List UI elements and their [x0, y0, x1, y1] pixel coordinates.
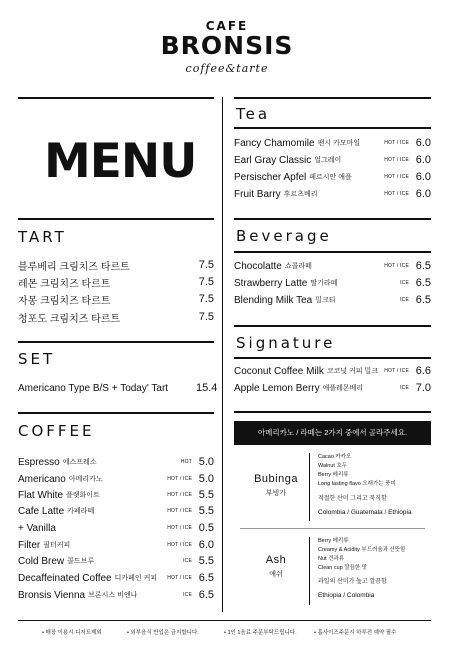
tea-rule — [234, 127, 431, 129]
item-price: 6.5 — [415, 277, 431, 289]
item-price: 6.0 — [415, 154, 431, 166]
item-korean-name: 후르츠베리 — [283, 191, 318, 198]
top-rule-right — [234, 97, 431, 99]
item-name: Fruit Barry — [234, 188, 281, 200]
item-korean-name: 아메리카노 — [68, 476, 103, 483]
item-name: Filter — [18, 539, 41, 551]
item-price: 5.5 — [198, 489, 214, 501]
item-name: 자몽 크림치즈 타르트 — [18, 295, 111, 307]
temperature-tag: HOT / ICE — [384, 157, 409, 163]
list-item — [18, 274, 214, 290]
item-name: Earl Gray Classic — [234, 154, 312, 166]
bean-origin: Colombia / Guatemala / Ethiopia — [318, 509, 412, 516]
item-korean-name: 쇼콜라떼 — [284, 263, 312, 270]
temperature-tag: HOT / ICE — [167, 542, 192, 548]
item-korean-name: 애플레몬베리 — [322, 385, 364, 392]
item-korean-name: 페르시안 애플 — [309, 174, 352, 181]
item-price: 6.0 — [415, 188, 431, 200]
item-price: 15.4 — [196, 382, 218, 394]
column-divider — [222, 97, 223, 612]
set-rule — [18, 341, 214, 343]
item-korean-name: 밀크티 — [315, 297, 336, 304]
signature-section-title: Signature — [236, 334, 336, 352]
item-korean-name: 얼그레이 — [314, 157, 342, 164]
bean-note: Walnut 호두 — [318, 463, 348, 469]
logo-cafe-text: CAFE — [205, 19, 249, 33]
list-item — [234, 258, 431, 274]
bean-bubinga-name: Bubinga — [254, 473, 298, 485]
temperature-tag: HOT — [180, 459, 192, 465]
temperature-tag: HOT / ICE — [167, 525, 192, 531]
item-price: 6.5 — [415, 294, 431, 306]
logo-brand-name: BRONSIS — [160, 31, 294, 60]
bean-bubinga-korean: 부빙가 — [265, 490, 287, 497]
item-price: 5.5 — [198, 555, 214, 567]
signature-rule — [234, 357, 431, 359]
item-name: Coconut Coffee Milk — [234, 365, 324, 377]
item-name: 블루베리 크림치즈 타르트 — [18, 261, 130, 273]
footer-note: • 흡사이즈주문시 하루전 예약 필수 — [314, 630, 397, 636]
temperature-tag: ICE — [400, 297, 409, 303]
bean-ash-name: Ash — [265, 554, 287, 566]
item-korean-name: 플랫화이트 — [66, 492, 100, 499]
item-price: 6.5 — [415, 260, 431, 272]
bean-note: Berry 베리류 — [318, 472, 349, 478]
temperature-tag: ICE — [400, 280, 409, 286]
bottom-rule — [18, 620, 431, 621]
item-price: 6.0 — [415, 137, 431, 149]
item-korean-name: 카페라떼 — [67, 508, 95, 515]
bean-separator — [240, 528, 425, 529]
item-korean-name: 디카페인 커피 — [114, 575, 158, 582]
temperature-tag: HOT / ICE — [384, 140, 409, 146]
item-price: 6.6 — [415, 365, 431, 377]
item-price: 7.5 — [198, 311, 214, 323]
list-item — [18, 587, 214, 603]
list-item — [18, 471, 214, 487]
bean-note: Creamy & Acidity 부드러움과 산뜻함 — [318, 547, 406, 553]
bean-note: Berry 베리류 — [318, 538, 349, 544]
list-item — [234, 135, 431, 151]
item-price: 7.5 — [198, 259, 214, 271]
bean-choice-banner: 아메리카노 / 라떼는 2가지 중에서 골라주세요. — [234, 421, 431, 445]
ash-divider — [309, 537, 310, 605]
item-name: 레몬 크림치즈 타르트 — [18, 278, 111, 290]
list-item — [18, 309, 214, 325]
item-name: 청포도 크림치즈 타르트 — [18, 313, 121, 325]
list-item — [234, 363, 431, 379]
beverage-rule — [234, 251, 431, 253]
item-price: 0.5 — [198, 522, 214, 534]
tart-rule — [18, 218, 214, 220]
temperature-tag: HOT / ICE — [384, 174, 409, 180]
item-price: 5.0 — [198, 473, 214, 485]
item-name: Decaffeinated Coffee — [18, 572, 112, 584]
list-item — [234, 169, 431, 185]
item-name: Blending Milk Tea — [234, 294, 313, 306]
item-price: 6.0 — [415, 171, 431, 183]
bean-note: Clean cup 깔끔한 맛 — [318, 565, 368, 571]
item-name: + Vanilla — [18, 522, 56, 534]
bean-summary: 과일의 산미가 높고 깔끔함 — [318, 579, 387, 585]
temperature-tag: HOT / ICE — [167, 476, 192, 482]
item-name: Espresso — [18, 456, 60, 468]
item-korean-name: 필터커피 — [43, 542, 71, 549]
temperature-tag: ICE — [183, 558, 192, 564]
item-korean-name: 브론시스 비엔나 — [88, 592, 138, 599]
bubinga-divider — [309, 453, 310, 521]
item-name: Persischer Apfel — [234, 171, 307, 183]
coffee-section-title: COFFEE — [18, 422, 95, 440]
list-item — [18, 380, 218, 396]
item-price: 7.5 — [198, 276, 214, 288]
list-item — [234, 380, 431, 396]
temperature-tag: HOT / ICE — [384, 263, 409, 269]
bean-ash-korean: 애쉬 — [269, 571, 283, 578]
list-item — [18, 454, 214, 470]
item-name: Cafe Latte — [18, 505, 65, 517]
temperature-tag: HOT / ICE — [384, 368, 409, 374]
logo-tagline: coffee&tarte — [185, 62, 269, 75]
temperature-tag: HOT / ICE — [167, 575, 192, 581]
list-item — [234, 186, 431, 202]
item-name: Chocolatte — [234, 260, 282, 272]
list-item — [234, 152, 431, 168]
bean-note: Cacao 카카오 — [318, 454, 352, 460]
item-korean-name: 콜드브루 — [67, 558, 95, 565]
page-title: MENU — [44, 134, 197, 189]
list-item — [18, 570, 214, 586]
temperature-tag: ICE — [400, 385, 409, 391]
temperature-tag: ICE — [183, 592, 192, 598]
item-korean-name: 딸기라떼 — [310, 280, 338, 287]
list-item — [18, 537, 214, 553]
item-price: 6.0 — [198, 539, 214, 551]
beverage-section-title: Beverage — [236, 227, 332, 245]
signature-top-rule — [234, 325, 431, 327]
item-korean-name: 팬시 카모마일 — [317, 140, 361, 147]
bean-note: Long lasting flavo 오래가는 풍미 — [318, 481, 396, 487]
temperature-tag: HOT / ICE — [384, 191, 409, 197]
item-price: 7.0 — [415, 382, 431, 394]
list-item — [234, 275, 431, 291]
item-name: Americano Type B/S + Today' Tart — [18, 382, 169, 394]
list-item — [18, 291, 214, 307]
item-name: Flat White — [18, 489, 64, 501]
top-rule-left — [18, 97, 214, 99]
item-name: Strawberry Latte — [234, 277, 308, 289]
tart-section-title: TART — [18, 228, 67, 246]
list-item — [18, 487, 214, 503]
list-item — [18, 257, 214, 273]
list-item — [18, 520, 214, 536]
signature-bottom-rule — [234, 411, 431, 413]
item-price: 6.5 — [198, 572, 214, 584]
item-korean-name: 코코넛 커피 밀크 — [326, 368, 379, 375]
set-section-title: SET — [18, 350, 56, 368]
list-item — [18, 503, 214, 519]
beverage-top-rule — [234, 218, 431, 220]
item-name: Americano — [18, 473, 66, 485]
item-name: Apple Lemon Berry — [234, 382, 320, 394]
item-name: Cold Brew — [18, 555, 65, 567]
temperature-tag: HOT / ICE — [167, 492, 192, 498]
coffee-rule — [18, 412, 214, 414]
bean-note: Nut 견과류 — [318, 556, 345, 562]
item-price: 5.5 — [198, 505, 214, 517]
item-price: 7.5 — [198, 293, 214, 305]
item-price: 5.0 — [198, 456, 214, 468]
item-korean-name: 에스프레소 — [62, 459, 97, 466]
item-price: 6.5 — [198, 589, 214, 601]
footer-note: • 외부음식 반입은 금지합니다. — [127, 630, 199, 636]
list-item — [234, 292, 431, 308]
tea-section-title: Tea — [236, 105, 271, 123]
list-item — [18, 553, 214, 569]
bean-origin: Ethiopia / Colombia — [318, 592, 375, 599]
temperature-tag: HOT / ICE — [167, 508, 192, 514]
footer-note: • 1인 1음료 주문부탁드립니다. — [224, 630, 297, 636]
bean-summary: 적절한 산미 그리고 묵직함 — [318, 496, 387, 502]
footer-note: • 매장 이용시 디저트제외 — [42, 630, 102, 636]
item-name: Fancy Chamomile — [234, 137, 315, 149]
item-name: Bronsis Vienna — [18, 589, 86, 601]
